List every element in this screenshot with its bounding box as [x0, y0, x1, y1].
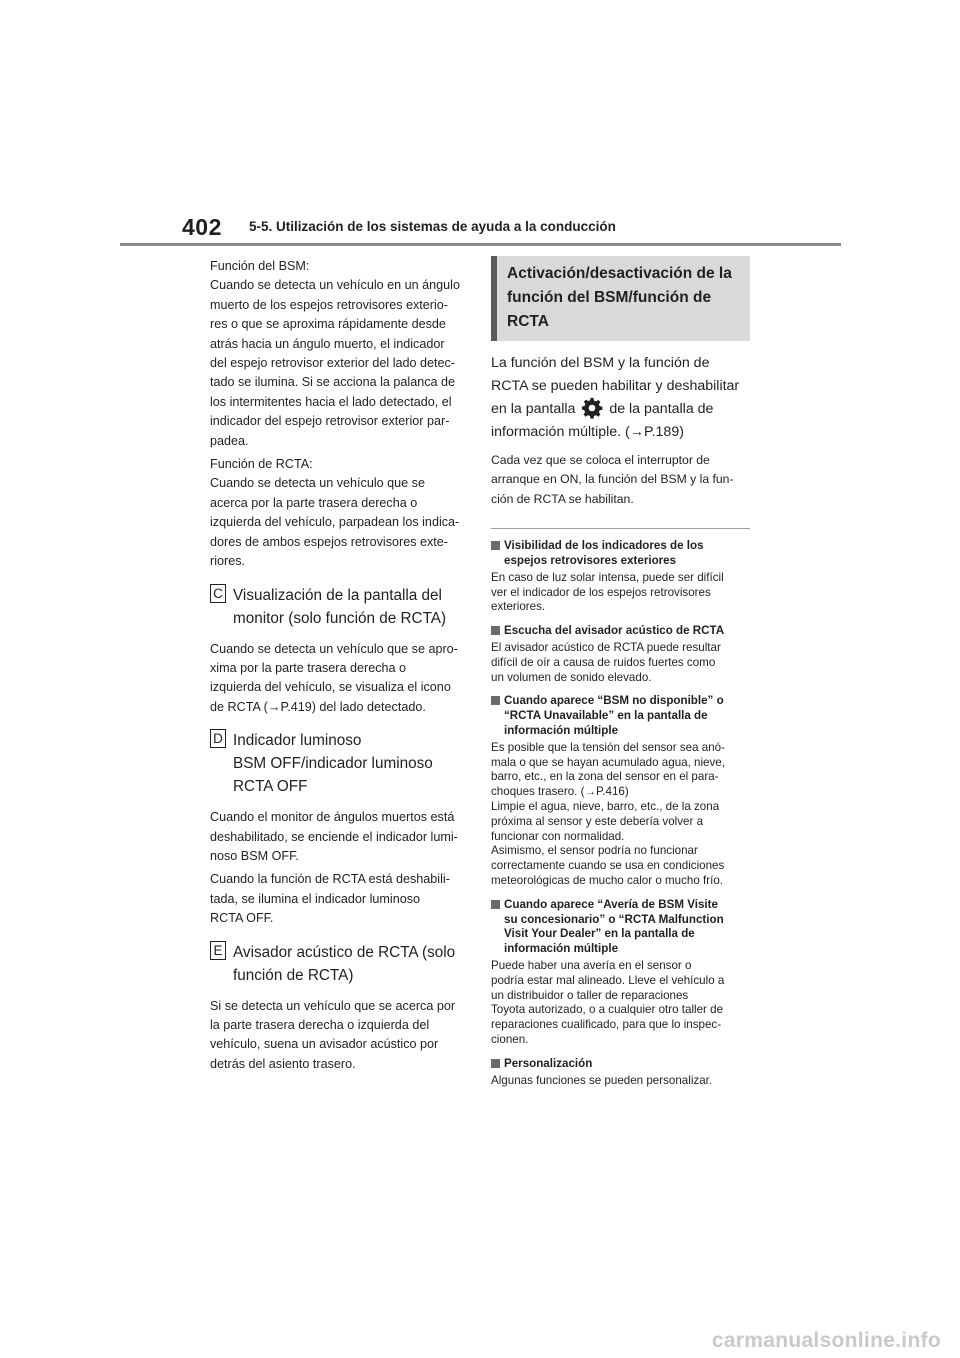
banner-line: RCTA: [507, 313, 549, 330]
title-line: RCTA OFF: [233, 778, 308, 796]
text-line: detrás del asiento trasero.: [210, 1056, 356, 1071]
text-line: de RCTA (→P.419) del lado detectado.: [210, 699, 426, 714]
text-line: RCTA OFF.: [210, 911, 274, 926]
intro-line: La función del BSM y la función de: [491, 355, 710, 371]
text-line: muerto de los espejos retrovisores exterio-: [210, 297, 448, 312]
text-line: Función de RCTA:: [210, 457, 313, 472]
text-line: Cuando se detecta un vehículo que se: [210, 476, 425, 491]
text-line: Limpie el agua, nieve, barro, etc., de la zona: [491, 799, 720, 813]
title-line: Avisador acústico de RCTA (solo: [233, 943, 456, 961]
text-line: tado se ilumina. Si se acciona la palanca de: [210, 375, 456, 390]
banner-line: Activación/desactivación de la: [507, 265, 732, 282]
note-heading: [491, 624, 750, 639]
note-body: [491, 641, 750, 685]
body-paragraph: [210, 640, 468, 718]
text-line: ción de RCTA se habilitan.: [491, 491, 634, 506]
bullet-square-icon: [491, 696, 500, 705]
heading-line: Visit Your Dealer” en la pantalla de: [504, 927, 695, 941]
text-line: izquierda del vehículo, parpadean los indica-: [210, 515, 460, 530]
title-line: función de RCTA): [233, 966, 354, 984]
banner-line: función del BSM/función de: [507, 289, 712, 306]
note-item: [491, 1057, 750, 1089]
text-line: Es posible que la tensión del sensor sea anó-: [491, 740, 725, 754]
subsection-title: [233, 584, 468, 630]
text-line: un distribuidor o taller de reparaciones: [491, 988, 689, 1002]
note-heading: [491, 1057, 750, 1072]
text-line: arranque en ON, la función del BSM y la fun-: [491, 472, 734, 487]
bullet-square-icon: [491, 541, 500, 550]
bullet-square-icon: [491, 900, 500, 909]
text-line: Si se detecta un vehículo que se acerca por: [210, 998, 456, 1013]
text-line: Asimismo, el sensor podría no funcionar: [491, 844, 698, 858]
text-line: mala o que se hayan acumulado agua, nieve,: [491, 755, 725, 769]
heading-line: Visibilidad de los indicadores de los: [504, 539, 704, 553]
text-line: ver el indicador de los espejos retrovisores: [491, 585, 711, 599]
text-line: Cuando la función de RCTA está deshabili-: [210, 872, 450, 887]
note-body: [491, 741, 750, 889]
text-line: podría estar mal alineado. Lleve el vehículo a: [491, 973, 725, 987]
intro-fragment: en la pantalla: [491, 401, 576, 417]
intro-line: RCTA se pueden habilitar y deshabilitar: [491, 377, 740, 394]
text-line: los intermitentes hacia el lado detectado, el: [210, 394, 452, 409]
text-line: exteriores.: [491, 600, 546, 614]
text-line: xima por la parte trasera derecha o: [210, 660, 407, 675]
text-line: padea.: [210, 433, 249, 448]
text-line: riores.: [210, 554, 245, 569]
text-line: Cada vez que se coloca el interruptor de: [491, 453, 710, 467]
text-line: noso BSM OFF.: [210, 848, 299, 863]
text-line: del espejo retrovisor exterior del lado detec-: [210, 356, 456, 371]
text-line: Algunas funciones se pueden personalizar.: [491, 1073, 713, 1087]
title-line: monitor (solo función de RCTA): [233, 609, 447, 627]
bullet-square-icon: [491, 1059, 500, 1068]
subsection-title: [233, 941, 468, 987]
section-letter-box: C: [210, 584, 226, 603]
body-paragraph: [210, 870, 468, 928]
note-body: [491, 959, 750, 1048]
text-line: atrás hacia un ángulo muerto, el indicador: [210, 336, 445, 351]
subsection-heading: [210, 941, 468, 987]
header-rule: [120, 243, 841, 246]
title-line: Indicador luminoso: [233, 732, 362, 750]
text-line: barro, etc., en la zona del sensor en el para-: [491, 770, 719, 784]
note-item: [491, 694, 750, 888]
text-line: acerca por la parte trasera derecha o: [210, 495, 418, 510]
note-item: [491, 898, 750, 1048]
bullet-square-icon: [491, 626, 500, 635]
watermark: carmanualsonline.info: [711, 1329, 941, 1352]
heading-line: Escucha del avisador acústico de RCTA: [504, 624, 725, 638]
heading-line: “RCTA Unavailable” en la pantalla de: [504, 709, 708, 723]
note-heading: [491, 898, 750, 957]
note-item: [491, 624, 750, 685]
heading-line: su concesionario” o “RCTA Malfunction: [504, 912, 724, 926]
text-line: próxima al sensor y este debería volver a: [491, 814, 704, 828]
heading-line: información múltiple: [504, 723, 619, 737]
notes: [491, 539, 750, 1088]
intro-note: [491, 451, 750, 509]
body-paragraph: [210, 257, 468, 451]
text-line: dores de ambos espejos retrovisores exte-: [210, 534, 448, 549]
text-line: indicador del espejo retrovisor exterior par-: [210, 414, 450, 429]
text-line: Toyota autorizado, o a cualquier otro taller de: [491, 1003, 724, 1017]
intro-line: [491, 397, 750, 421]
heading-line: Personalización: [504, 1056, 593, 1070]
note-heading: [491, 539, 750, 569]
text-line: reparaciones cualificado, para que lo inspec-: [491, 1018, 722, 1032]
note-item: [491, 539, 750, 615]
section-title: 5-5. Utilización de los sistemas de ayuda a la conducción: [249, 219, 616, 234]
body-paragraph: [210, 455, 468, 571]
left-column: [210, 257, 468, 1078]
intro-line: información múltiple. (→P.189): [491, 423, 684, 440]
intro-text: [491, 352, 750, 443]
body-paragraph: [210, 808, 468, 866]
section-letter-box: D: [210, 729, 226, 748]
text-line: difícil de oír a causa de ruidos fuertes como: [491, 655, 716, 669]
heading-line: información múltiple: [504, 942, 619, 956]
text-line: choques trasero. (→P.416): [491, 785, 629, 799]
separator: [491, 528, 750, 529]
gear-icon: [581, 397, 603, 419]
text-line: cionen.: [491, 1032, 529, 1046]
text-line: res o que se aproxima rápidamente desde: [210, 317, 446, 332]
text-line: izquierda del vehículo, se visualiza el icono: [210, 680, 451, 695]
heading-line: Cuando aparece “BSM no disponible” o: [504, 694, 724, 708]
section-letter-box: E: [210, 941, 226, 960]
right-column: [491, 256, 750, 1097]
text-line: deshabilitado, se enciende el indicador lumi-: [210, 829, 458, 844]
text-line: la parte trasera derecha o izquierda del: [210, 1017, 430, 1032]
title-line: BSM OFF/indicador luminoso: [233, 755, 433, 773]
text-line: tada, se ilumina el indicador luminoso: [210, 891, 421, 906]
body-paragraph: [210, 997, 468, 1075]
heading-line: Cuando aparece “Avería de BSM Visite: [504, 897, 718, 911]
text-line: funcionar con normalidad.: [491, 829, 625, 843]
text-line: Cuando se detecta un vehículo en un ángulo: [210, 278, 460, 293]
subsection-heading: [210, 729, 468, 798]
intro-fragment: de la pantalla de: [609, 401, 714, 417]
section-banner: [491, 256, 750, 341]
text-line: Cuando el monitor de ángulos muertos está: [210, 810, 455, 825]
subsection-heading: [210, 584, 468, 630]
text-line: Cuando se detecta un vehículo que se apro-: [210, 641, 458, 656]
text-line: vehículo, suena un avisador acústico por: [210, 1037, 439, 1052]
text-line: correctamente cuando se usa en condiciones: [491, 859, 725, 873]
text-line: Función del BSM:: [210, 259, 310, 273]
text-line: Puede haber una avería en el sensor o: [491, 958, 692, 972]
text-line: un volumen de sonido elevado.: [491, 670, 652, 684]
title-line: Visualización de la pantalla del: [233, 586, 442, 604]
heading-line: espejos retrovisores exteriores: [504, 554, 677, 568]
note-body: [491, 571, 750, 615]
subsection-title: [233, 729, 468, 798]
note-body: [491, 1074, 750, 1089]
text-line: El avisador acústico de RCTA puede resultar: [491, 641, 721, 654]
page-number: 402: [182, 214, 222, 240]
text-line: En caso de luz solar intensa, puede ser difícil: [491, 570, 724, 584]
note-heading: [491, 694, 750, 738]
text-line: meteorológicas de mucho calor o mucho frío.: [491, 873, 723, 887]
